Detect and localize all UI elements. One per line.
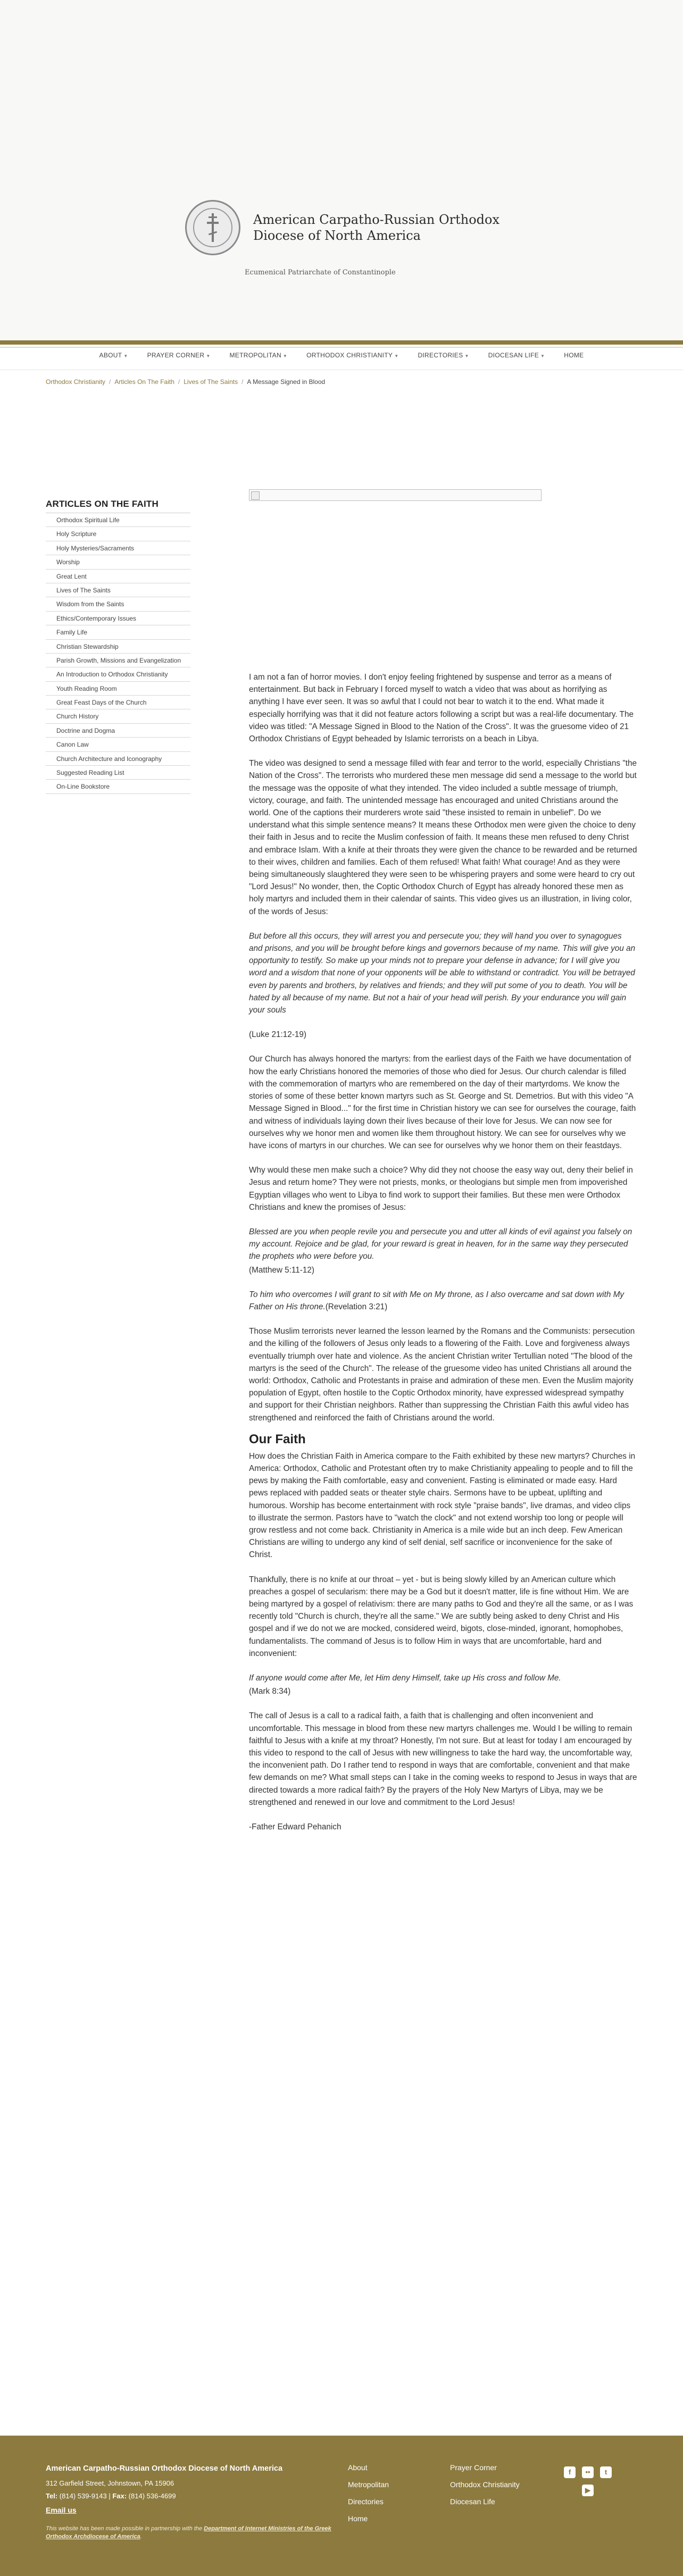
site-subtitle: Ecumenical Patriarchate of Constantinople [245, 269, 396, 277]
scripture-citation: (Revelation 3:21) [325, 1302, 388, 1311]
main-nav [0, 340, 683, 370]
scripture-citation: (Matthew 5:11-12) [249, 1265, 314, 1275]
chevron-down-icon: ▼ [464, 353, 469, 358]
nav-label: PRAYER CORNER [147, 351, 205, 359]
breadcrumb-orthodox-christianity[interactable]: Orthodox Christianity [46, 378, 106, 386]
breadcrumb [0, 370, 683, 394]
header-divider [0, 347, 683, 348]
footer-email-link[interactable]: Email us [46, 2506, 77, 2514]
sidebar-item-introduction[interactable]: An Introduction to Orthodox Christianity [46, 667, 190, 681]
breadcrumb-lives-of-saints[interactable]: Lives of The Saints [184, 378, 238, 386]
sidebar-item-canon-law[interactable]: Canon Law [46, 738, 190, 751]
footer-phone [46, 2492, 176, 2500]
disclaimer-text: . [140, 2533, 142, 2540]
sidebar-heading: ARTICLES ON THE FAITH [46, 499, 190, 513]
facebook-icon[interactable]: f [564, 2466, 576, 2478]
article-paragraph: Those Muslim terrorists never learned the lesson learned by the Romans and the Communists: persecution and the killing of the followers of Jesus only leads to a flowering of the Faith. Love and forgiveness always eventually triumph over hate and violence. As the ancient Christian writer Tertullian noted "The blood of the martyrs is the seed of the Church". The release of the gruesome video has united Christians all around the world: Orthodox, Catholic and Protestants in praise and admiration of these men. Even the Muslim majority population of Egypt, often hostile to the Coptic Orthodox minority, have expressed widespread sympathy and support for their Christian neighbors. Rather than suppressing the Christian Faith this awful video has strengthened and reinforced the faith of Christians around the world. [249, 1327, 635, 1423]
disclaimer-text: This website has been made possible in partnership with the [46, 2525, 204, 2532]
nav-directories[interactable] [408, 352, 478, 359]
article-paragraph: The video was designed to send a message filled with fear and terror to the world, especially Christians "the Nation of the Cross". The terrorists who murdered these men message did send a message to the world but the message was the opposite of what they intended. The video included a subtle message of triumph, victory, courage, and faith. The unintended message has encouraged and united Christians around the world. One of the captions their murderers wrote said "these insisted to remain in unbelief". Do we understand what this simple sentence means? It means these Orthodox men were given the choice to deny their faith in Jesus and to recite the Muslim confession of faith. It means these men refused to deny Christ and embrace Islam. With a knife at their throats they were given the chance to be rewarded and be returned to their wives, children and families. Each of them refused! What faith! What courage! And as they were being simultaneously slaughtered they were seen to be whispering prayers and some were heard to cry out "Lord Jesus!" No wonder, then, the Coptic Orthodox Church of Egypt has already honored these men as holy martyrs and included them in their calendar of saints. This video gives us an illustration, in living color, of the words of Jesus: [249, 759, 637, 916]
sidebar-item-family-life[interactable]: Family Life [46, 625, 190, 639]
nav-prayer-corner[interactable] [138, 352, 220, 359]
article-paragraph: Why would these men make such a choice? Why did they not choose the easy way out, deny their belief in Jesus and return home? They were not priests, monks, or theologians but simple men from impoverished Egyptian villages who went to Libya to find work to support their families. But these men were Orthodox Christians and knew the promises of Jesus: [249, 1166, 633, 1212]
scripture-quote: But before all this occurs, they will arrest you and persecute you; they will hand you over to synagogues and prisons, and you will be brought before kings and governors because of my name. This will give you an opportunity to testify. So make up your minds not to prepare your defense in advance; for I will give you word and a wisdom that none of your opponents will be able to withstand or contradict. You will be betrayed even by parents and brothers, by relatives and friends; and they will put some of you to death. You will be hated by all because of my name. But not a hair of your head will perish. By your endurance you will gain your souls [249, 931, 636, 1015]
sidebar-item-architecture[interactable]: Church Architecture and Iconography [46, 752, 190, 766]
article-paragraph: Thankfully, there is no knife at our throat – yet - but is being slowly killed by an American culture which preaches a gospel of secularism: there may be a God but it doesn't matter, life is fine without Him. We are being martyred by a gospel of relativism: there are many paths to God and they're all the same, or as I was recently told "Church is church, they're all the same." We are subtly being asked to deny Christ and His gospel and if we do not we are mocked, considered weird, bigots, close-minded, ignorant, homophobes, fundamentalists. The command of Jesus is to follow Him in ways that are uncomfortable, hard and inconvenient: [249, 1575, 634, 1658]
nav-home[interactable] [554, 352, 593, 359]
site-title: American Carpatho-Russian Orthodox Diocese of North America [253, 212, 500, 243]
breadcrumb-separator: / [178, 378, 180, 386]
nav-label: ORTHODOX CHRISTIANITY [306, 351, 393, 359]
footer-link-metropolitan[interactable]: Metropolitan [348, 2480, 389, 2489]
nav-diocesan-life[interactable] [479, 352, 554, 359]
scripture-citation: (Luke 21:12-19) [249, 1030, 306, 1040]
author-signature: -Father Edward Pehanich [249, 1822, 342, 1832]
sidebar-item-worship[interactable]: Worship [46, 555, 190, 569]
sidebar [46, 499, 190, 794]
article-paragraph: The call of Jesus is a call to a radical faith, a faith that is challenging and often inconvenient and uncomfortable. This message in blood from these new martyrs challenges me. Would I be willing to remain faithful to Jesus with a knife at my throat? Honestly, I'm not sure. But at least for today I am encouraged by this video to respond to the call of Jesus with new willingness to take the hard way, the uncomfortable way, the inconvenient path. Do I rather tend to respond in ways that are comfortable, convenient and that make few demands on me? What small steps can I take in the coming weeks to respond to Jesus in ways that are directed towards a more radical faith? By the prayers of the Holy New Martyrs of Libya, may we be strengthened and renewed in our love and commitment to the Lord Jesus! [249, 1711, 637, 1807]
nav-orthodox-christianity[interactable] [297, 352, 408, 359]
site-footer [0, 2436, 683, 2576]
sidebar-item-holy-scripture[interactable]: Holy Scripture [46, 527, 190, 541]
footer-link-diocesan-life[interactable]: Diocesan Life [450, 2497, 495, 2506]
disclaimer-link[interactable]: Department of Internet Ministries of the Greek Orthodox Archdiocese of America [46, 2525, 331, 2540]
sidebar-item-church-history[interactable]: Church History [46, 709, 190, 723]
twitter-icon[interactable]: t [600, 2466, 612, 2478]
footer-address: 312 Garfield Street, Johnstown, PA 15906 [46, 2479, 174, 2487]
chevron-down-icon: ▼ [282, 353, 288, 358]
article-paragraph: I am not a fan of horror movies. I don't enjoy feeling frightened by suspense and terror as a means of entertainment. But back in February I forced myself to watch a video that was about as horrifying as anything I have ever seen. It was so awful that I could not bear to watch it to the end. What made it especially horrifying was that it did not feature actors following a script but was a real-life documentary. The video was titled: "A Message Signed in Blood to the Nation of the Cross". It was the gruesome video of 21 Orthodox Christians of Egypt beheaded by Islamic terrorists on a beach in Libya. [249, 673, 634, 744]
footer-disclaimer [46, 2525, 333, 2541]
nav-label: DIRECTORIES [418, 351, 463, 359]
diocese-seal-icon [185, 200, 240, 255]
footer-link-prayer-corner[interactable]: Prayer Corner [450, 2463, 497, 2472]
nav-label: DIOCESAN LIFE [488, 351, 539, 359]
chevron-down-icon: ▼ [394, 353, 399, 358]
footer-link-home[interactable]: Home [348, 2514, 368, 2523]
sidebar-item-ethics[interactable]: Ethics/Contemporary Issues [46, 612, 190, 625]
article [249, 489, 637, 1845]
scripture-quote-with-citation [249, 1289, 637, 1313]
header-accent-bar [0, 340, 683, 345]
sidebar-item-bookstore[interactable]: On-Line Bookstore [46, 780, 190, 793]
social-links [564, 2466, 622, 2496]
sidebar-item-feast-days[interactable]: Great Feast Days of the Church [46, 696, 190, 709]
breadcrumb-separator: / [109, 378, 111, 386]
scripture-quote: Blessed are you when people revile you and persecute you and utter all kinds of evil against you falsely on my account. Rejoice and be glad, for your reward is great in heaven, for in the same way they persecuted the prophets who were before you. [249, 1227, 632, 1261]
sidebar-item-great-lent[interactable]: Great Lent [46, 570, 190, 583]
sidebar-item-sacraments[interactable]: Holy Mysteries/Sacraments [46, 541, 190, 555]
chevron-down-icon: ▼ [123, 353, 128, 358]
sidebar-item-reading-list[interactable]: Suggested Reading List [46, 766, 190, 780]
youtube-icon[interactable]: ▶ [582, 2485, 594, 2496]
article-paragraph: How does the Christian Faith in America compare to the Faith exhibited by these new martyrs? Churches in America: Orthodox, Catholic and Protestant often try to make Christianity appealing to people and to fill the pews by making the Faith comfortable, easy and convenient. Fasting is eliminated or made easy. Hard pews replaced with padded seats or theater style chairs. Sermons have to be upbeat, uplifting and humorous. Worship has become entertainment with rock style "praise bands", live dramas, and video clips to illustrate the sermon. Pastors have to "watch the clock" and not extend worship too long or people will grow restless and not come back. Christianity in America is a mile wide but an inch deep. Few American Christians are willing to undergo any kind of self denial, self sacrifice or inconvenience for the sake of Christ. [249, 1451, 636, 1560]
sidebar-item-stewardship[interactable]: Christian Stewardship [46, 640, 190, 654]
sidebar-item-wisdom[interactable]: Wisdom from the Saints [46, 597, 190, 611]
chevron-down-icon: ▼ [540, 353, 545, 358]
scripture-quote: To him who overcomes I will grant to sit with Me on My throne, as I also overcame and sat down with My Father on His throne. [249, 1290, 624, 1311]
footer-tel: (814) 539-9143 [59, 2492, 107, 2500]
footer-fax-label: Fax: [112, 2492, 127, 2500]
page-body [0, 394, 683, 2436]
footer-links-col-1 [348, 2463, 389, 2531]
chevron-down-icon: ▼ [206, 353, 211, 358]
breadcrumb-separator: / [241, 378, 244, 386]
flickr-icon[interactable]: •• [582, 2466, 594, 2478]
article-image-broken-icon [249, 489, 542, 501]
brand[interactable] [185, 200, 530, 255]
nav-metropolitan[interactable] [220, 352, 297, 359]
sidebar-item-spiritual-life[interactable]: Orthodox Spiritual Life [46, 513, 190, 527]
sidebar-item-doctrine[interactable]: Doctrine and Dogma [46, 724, 190, 738]
scripture-citation: (Mark 8:34) [249, 1687, 291, 1696]
footer-links-col-2 [450, 2463, 520, 2514]
sidebar-item-parish-growth[interactable]: Parish Growth, Missions and Evangelization [46, 654, 190, 667]
breadcrumb-articles[interactable]: Articles On The Faith [114, 378, 174, 386]
footer-link-directories[interactable]: Directories [348, 2497, 384, 2506]
nav-label: METROPOLITAN [229, 351, 281, 359]
site-header [0, 0, 683, 340]
footer-org-name: American Carpatho-Russian Orthodox Diocese of North America [46, 2464, 283, 2473]
footer-divider: | [109, 2492, 113, 2500]
sidebar-item-lives-of-saints[interactable]: Lives of The Saints [46, 583, 190, 597]
footer-link-orthodox-christianity[interactable]: Orthodox Christianity [450, 2480, 520, 2489]
nav-label: ABOUT [99, 351, 122, 359]
section-heading: Our Faith [249, 1432, 306, 1446]
footer-link-about[interactable]: About [348, 2463, 368, 2472]
nav-about[interactable] [90, 352, 138, 359]
scripture-quote: If anyone would come after Me, let Him deny Himself, take up His cross and follow Me. [249, 1674, 561, 1683]
footer-tel-label: Tel: [46, 2492, 58, 2500]
breadcrumb-current: A Message Signed in Blood [247, 378, 326, 386]
footer-fax: (814) 536-4699 [128, 2492, 176, 2500]
article-paragraph: Our Church has always honored the martyrs: from the earliest days of the Faith we have documentation of how the early Christians honored the memories of those who died for Jesus. Our church calendar is filled with the commemoration of martyrs who are remembered on the day of their martyrdoms. We know the stories of some of these better known martyrs such as St. George and St. Demetrios. But with this video "A Message Signed in Blood..." for the first time in Christian history we can see for ourselves the courage, faith and witness of individuals laying down their lives because of their love for Jesus. We can now see for ourselves why we honor men and women like them throughout history. We can see for ourselves why we have icons of martyrs in our churches. We can see for ourselves why we honor them on their feastdays. [249, 1055, 636, 1150]
nav-label: HOME [564, 351, 584, 359]
sidebar-item-youth[interactable]: Youth Reading Room [46, 682, 190, 696]
